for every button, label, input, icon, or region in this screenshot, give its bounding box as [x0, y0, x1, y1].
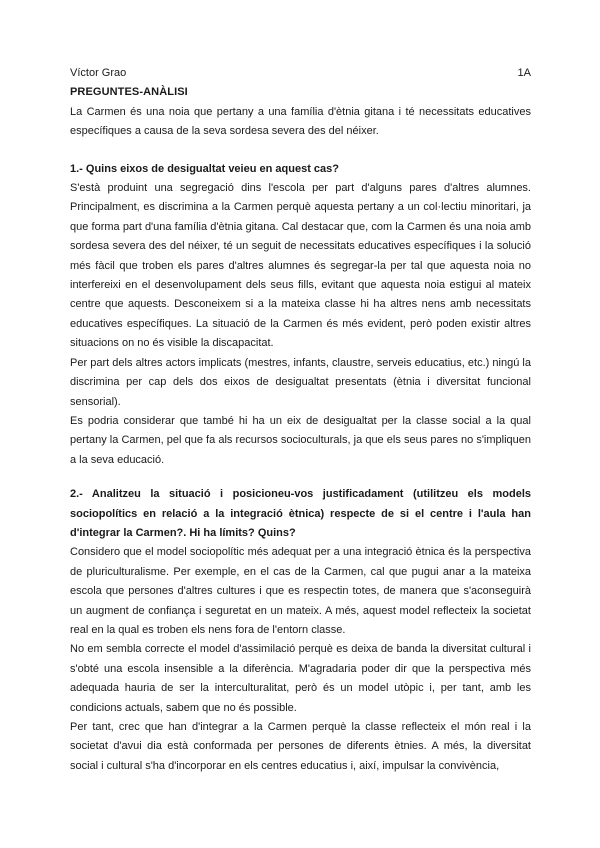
question-1-paragraph-3: Es podria considerar que també hi ha un eix de desigualtat per la classe social a la qual pertany la Carmen, pel que fa als recursos socioculturals, ja que els seus pares no s'impliquen a la seva educació. [70, 414, 531, 466]
page-label: 1A [517, 67, 531, 79]
document-title: PREGUNTES-ANÀLISI [70, 86, 188, 99]
author-name: Víctor Grao [70, 67, 127, 79]
question-2-paragraph-3: Per tant, crec que han d'integrar a la Carmen perquè la classe reflecteix el món real i la societat d'avui dia està conformada per persones de diferents ètnies. A més, la diversitat social i cultural s'ha d'incorporar en els centres educatius i, així, impulsar la convivència, [70, 721, 531, 772]
question-2-heading: 2.- Analitzeu la situació i posicioneu-vos justificadament (utilitzeu els models sociopolítics en relació a la integració ètnica) respecte de si el centre i l'aula han d'integrar la Carmen?. Hi ha límits? Quins? [70, 488, 531, 539]
question-1-paragraph-1: S'està produint una segregació dins l'escola per part d'alguns pares d'altres alumnes. Principalment, es discrimina a la Carmen perquè aquesta pertany a un col·lectiu minoritari, ja que forma part d'una família d'ètnia gitana. Cal destacar que, com la Carmen és una noia amb sordesa severa des del néixer, té un seguit de necessitats educatives específiques i la solució més fàcil que troben els pares d'altres alumnes és segregar-la per tal que aquesta noia no interfereixi en el desenvolupament dels seus fills, evitant que aquesta noia estigui al mateix centre que aquests. Desconeixem si a la mateixa classe hi ha altres nens amb necessitats educatives específiques. La situació de la Carmen és més evident, però poden existir altres situacions on no és visible la discapacitat. [70, 182, 531, 350]
question-2-paragraph-2: No em sembla correcte el model d'assimilació perquè es deixa de banda la diversitat cultural i s'obté una escola insensible a la diferència. M'agradaria poder dir que la perspectiva més adequada hauria de ser la interculturalitat, però és un model utòpic i, per tant, amb les condicions actuals, sabem que no és possible. [70, 643, 531, 714]
document-header [70, 64, 531, 83]
question-2-paragraph-1: Considero que el model sociopolític més adequat per a una integració ètnica és la perspectiva de pluriculturalisme. Per exemple, en el cas de la Carmen, cal que pugui anar a la mateixa escola que persones d'altres cultures i que es respectin totes, de manera que s'aconseguirà un augment de confiança i seguretat en un mateix. A més, aquest model reflecteix la societat real en la qual es troben els nens fora de l'entorn classe. [70, 546, 531, 636]
question-1-paragraph-2: Per part dels altres actors implicats (mestres, infants, claustre, serveis educatius, etc.) ningú la discrimina per cap dels dos eixos de desigualtat presentats (ètnia i diversitat funcional sensorial). [70, 356, 531, 408]
question-1-heading: 1.- Quins eixos de desigualtat veieu en aquest cas? [70, 162, 339, 175]
intro-paragraph: La Carmen és una noia que pertany a una família d'ètnia gitana i té necessitats educatives específiques a causa de la seva sordesa severa des del néixer. [70, 105, 531, 138]
